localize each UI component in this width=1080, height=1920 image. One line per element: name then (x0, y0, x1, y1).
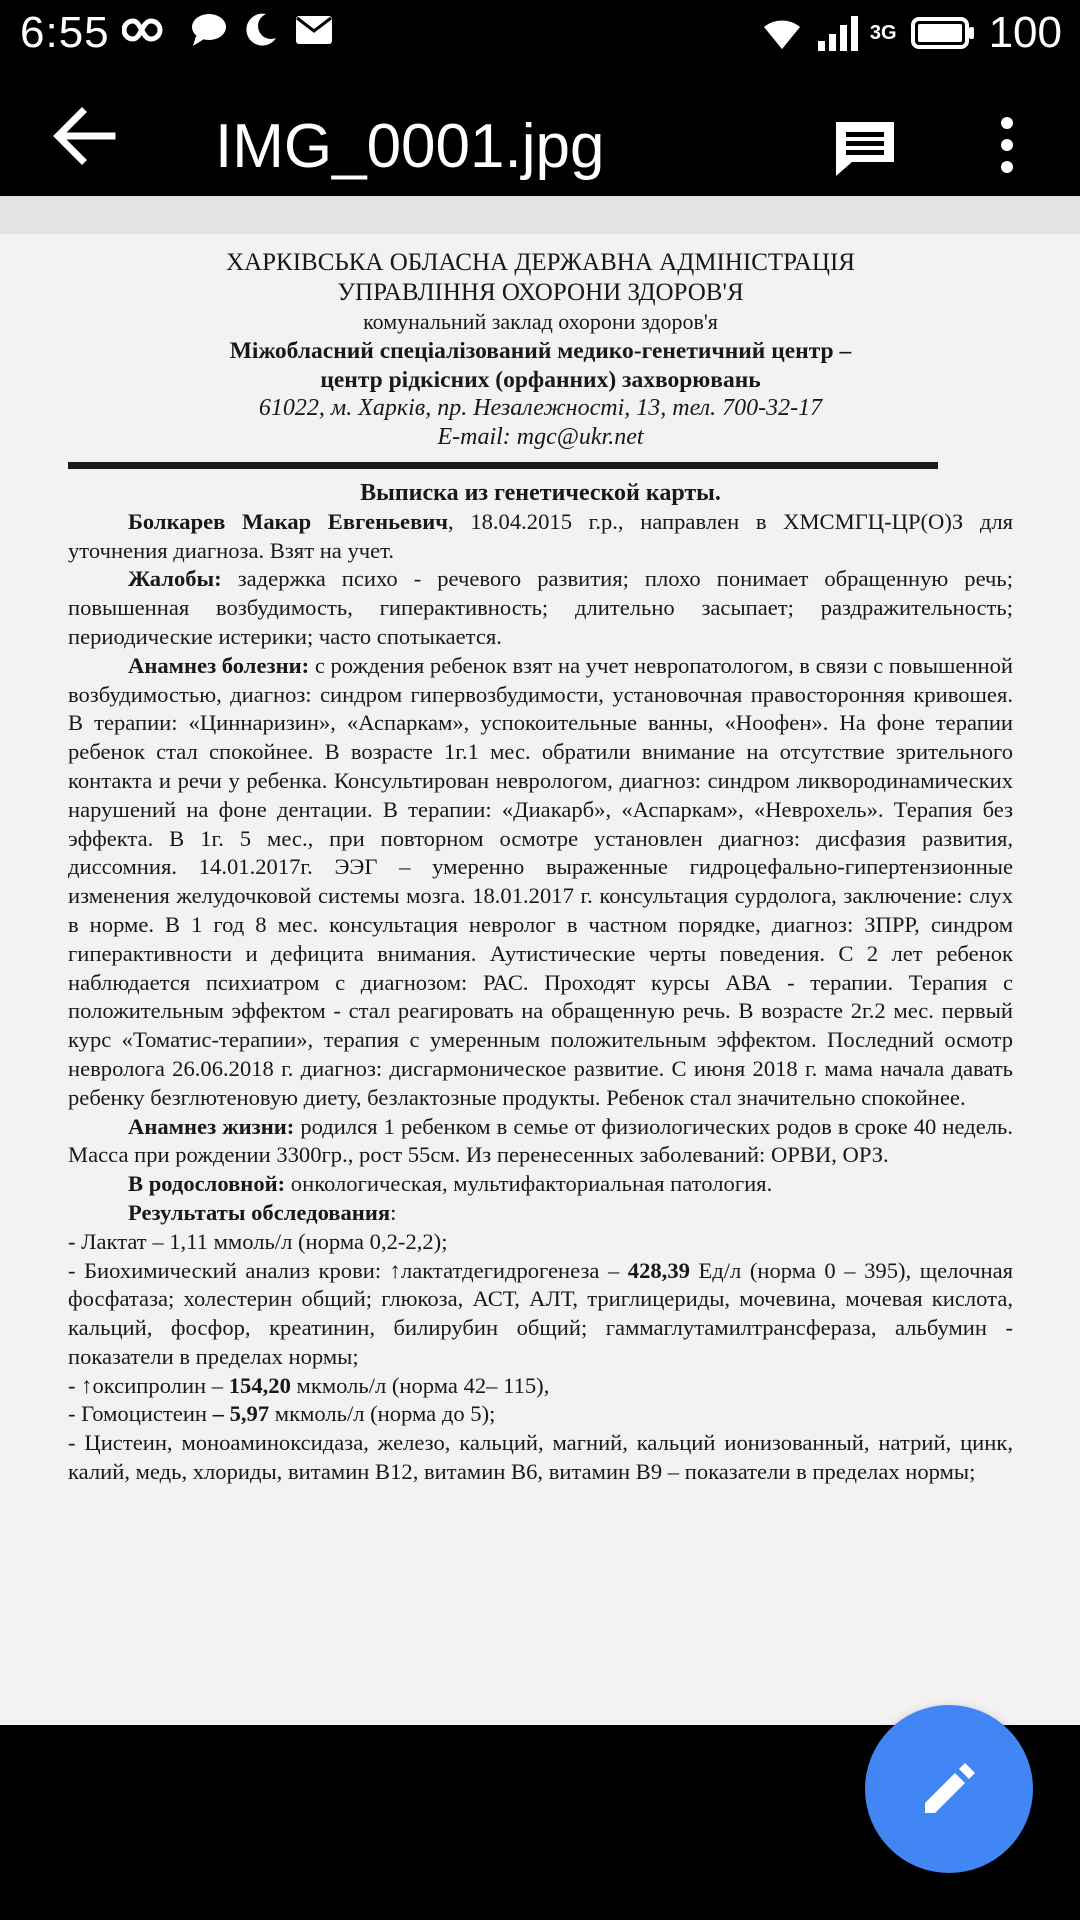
comment-icon (830, 118, 900, 180)
status-bar (0, 0, 1080, 66)
oxyproline-value: 154,20 (228, 1372, 291, 1398)
cysteine-line: - Цистеин, моноаминоксидаза, железо, кальций, магний, кальций ионизованный, натрий, цинк, калий, медь, хлориды, витамин В12, витамин В6, витамин В9 – показатели в пределах нормы; (68, 1430, 1013, 1485)
edit-fab-button[interactable] (865, 1705, 1033, 1873)
battery-icon (911, 16, 975, 50)
document-title: Выписка из генетической карты. (360, 479, 721, 506)
more-options-button[interactable] (990, 114, 1024, 176)
doc-header-line5: центр рідкісних (орфанних) захворювань (320, 366, 761, 393)
results-heading (68, 1199, 1013, 1228)
doc-header-address: 61022, м. Харків, пр. Незалежності, 13, тел. 700-32-17 (258, 395, 823, 422)
results-colon: : (390, 1199, 397, 1225)
life-anamnesis-label: Анамнез жизни: (128, 1113, 295, 1139)
signal-icon (816, 15, 862, 51)
battery-level: 100 (988, 8, 1062, 57)
oxyproline-prefix: - ↑оксипролин – (68, 1372, 229, 1398)
mail-icon (294, 14, 334, 46)
doc-header-line4: Міжобласний спеціалізований медико-генетичний центр – (229, 337, 852, 364)
arrow-back-icon (52, 106, 116, 166)
status-right (762, 8, 1062, 58)
more-vert-icon (990, 114, 1024, 176)
moon-icon (244, 12, 278, 48)
infinity-icon (122, 15, 174, 45)
lactate-line: - Лактат – 1,11 ммоль/л (норма 0,2-2,2); (68, 1228, 448, 1254)
patient-name: Болкарев Макар Евгеньевич (128, 508, 449, 534)
pedigree-paragraph (68, 1170, 1013, 1199)
pedigree-text: онкологическая, мультифакториальная патология. (285, 1171, 773, 1197)
homocysteine-rest: мкмоль/л (норма до 5); (269, 1401, 496, 1427)
doc-header-line1: ХАРКІВСЬКА ОБЛАСНА ДЕРЖАВНА АДМІНІСТРАЦІЯ (226, 249, 855, 276)
anamnesis-paragraph (68, 652, 1013, 1113)
header-divider (68, 462, 938, 469)
anamnesis-text: с рождения ребенок взят на учет невропатологом, в связи с повышенной возбудимостью, диагноз: синдром гипервозбудимости, установочная правосторонняя кривошея. В терапии: «Циннаризин», «Аспаркам», успокоительные ванны, «Ноофен». На фоне терапии ребенок стал спокойнее. В возрасте 1г.1 мес. обратили внимание на отсутствие зрительного контакта и речи у ребенка. Консультирован неврологом, диагноз: синдром ликвородинамических нарушений на фоне дентации. В терапии: «Диакарб», «Аспаркам», «Неврохель». Терапия без эффекта. В 1г. 5 мес., при повторном осмотре установлен диагноз: дисфазия развития, диссомния. 14.01.2017г. ЭЭГ – умеренно выраженные гидроцефально-гипертензионные изменения желудочковой системы мозга. 18.01.2017 г. консультация сурдолога, заключение: слух в норме. В 1 год 8 мес. консультация невролог в частном порядке, диагноз: ЗПРР, синдром гиперактивности и дефицита внимания. Аутистические черты поведения. С 2 лет ребенок наблюдается психиатром с диагнозом: РАС. Проходят курсы АВА - терапии. Терапия с положительным эффектом - стал реагировать на обращенную речь. В возрасте 2г.2 мес. первый курс «Томатис-терапии», терапия с умеренным положительным эффектом. Последний осмотр невролога 26.06.2018 г. диагноз: дисгармоническое развитие. С июня 2018 г. мама начала давать ребенку безглютеновую диету, безлактозные продукты. Ребенок стал значительно спокойнее. (68, 652, 1013, 1110)
homocysteine-line (68, 1400, 1013, 1429)
biochem-rest: Ед/л (норма 0 – 395), щелочная фосфатаза; холестерин общий; глюкоза, АСТ, АЛТ, триглицериды, мочевина, мочевая кислота, кальций, фосфор, креатинин, билирубин общий; гаммаглутамилтрансфераза, альбумин - показатели в пределах нормы; (68, 1257, 1013, 1369)
pencil-icon (919, 1759, 979, 1819)
oxyproline-rest: мкмоль/л (норма 42– 115), (290, 1372, 550, 1398)
doc-header-line2: УПРАВЛІННЯ ОХОРОНИ ЗДОРОВ'Я (337, 279, 744, 306)
life-anamnesis-text: родился 1 ребенком в семье от физиологических родов в сроке 40 недель. Масса при рождении 3300гр., рост 55см. Из перенесенных заболеваний: ОРВИ, ОРЗ. (68, 1113, 1013, 1168)
results-label: Результаты обследования (128, 1199, 391, 1225)
ldh-value: 428,39 (627, 1257, 690, 1283)
biochem-prefix: - Биохимический анализ крови: ↑лактатдегидрогенеза – (68, 1257, 628, 1283)
homocysteine-prefix: - Гомоцистеин (68, 1401, 213, 1427)
chat-icon (190, 12, 228, 48)
app-bar (0, 66, 1080, 196)
pedigree-label: В родословной: (128, 1171, 286, 1197)
oxyproline-line (68, 1372, 1013, 1401)
patient-details: , 18.04.2015 г.р., направлен в ХМСМГЦ-ЦР(О)З для уточнения диагноза. Взят на учет. (68, 508, 1013, 563)
doc-header-email: E-mail: mgc@ukr.net (437, 424, 644, 451)
complaints-text: задержка психо - речевого развития; плохо понимает обращенную речь; повышенная возбудимость, гиперактивность; длительно засыпает; раздражительность; периодические истерики; часто спотыкается. (68, 566, 1013, 649)
back-button[interactable] (52, 106, 116, 166)
document-image[interactable] (0, 196, 1080, 1725)
file-title: IMG_0001.jpg (215, 112, 605, 181)
page-top-strip (0, 196, 1080, 234)
notification-icons (122, 12, 334, 48)
network-type: 3G (869, 21, 897, 44)
life-anamnesis-paragraph (68, 1113, 1013, 1171)
comments-button[interactable] (830, 118, 900, 180)
doc-header-line3: комунальний заклад охорони здоров'я (363, 309, 718, 334)
complaints-paragraph (68, 565, 1013, 651)
homocysteine-value: – 5,97 (212, 1401, 270, 1427)
wifi-icon (762, 15, 802, 51)
complaints-label: Жалобы: (128, 566, 222, 592)
document-page (68, 248, 1013, 1487)
status-time: 6:55 (20, 8, 110, 57)
results-list (68, 1228, 1013, 1487)
patient-paragraph (68, 508, 1013, 566)
biochem-line (68, 1257, 1013, 1372)
anamnesis-label: Анамнез болезни: (128, 652, 310, 678)
